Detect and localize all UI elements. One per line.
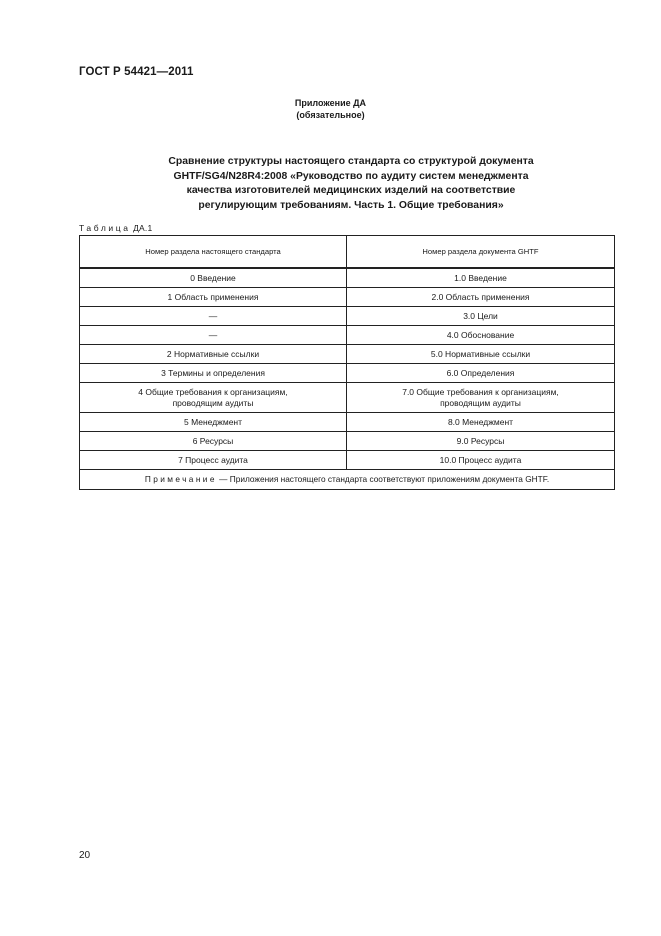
table-row [80, 383, 615, 413]
table-row [80, 345, 615, 364]
table-note-row [80, 470, 615, 490]
table-header-row [80, 236, 615, 269]
table-cell: 4.0 Обоснование [347, 326, 615, 345]
comparison-table [79, 235, 615, 490]
table-row [80, 307, 615, 326]
table-row [80, 288, 615, 307]
table-cell: 5.0 Нормативные ссылки [347, 345, 615, 364]
table-row [80, 326, 615, 345]
table-cell: 1 Область применения [80, 288, 347, 307]
table-cell: 5 Менеджмент [80, 413, 347, 432]
column-header: Номер раздела настоящего стандарта [80, 236, 347, 269]
table-row [80, 364, 615, 383]
table-label-word: Таблица [79, 223, 131, 233]
table-label-number: ДА.1 [133, 223, 153, 233]
table-row [80, 268, 615, 288]
table-cell: 2 Нормативные ссылки [80, 345, 347, 364]
table-cell: 7.0 Общие требования к организациям, проводящим аудиты [347, 383, 615, 413]
table-note [80, 470, 615, 490]
table-cell: 1.0 Введение [347, 268, 615, 288]
table-row [80, 451, 615, 470]
table-cell: 7 Процесс аудита [80, 451, 347, 470]
column-header: Номер раздела документа GHTF [347, 236, 615, 269]
table-cell: 8.0 Менеджмент [347, 413, 615, 432]
table-cell: 6.0 Определения [347, 364, 615, 383]
table-row [80, 432, 615, 451]
table-row [80, 413, 615, 432]
section-title [118, 155, 584, 213]
table-label [79, 223, 152, 233]
table-cell: 3 Термины и определения [80, 364, 347, 383]
table-cell: 6 Ресурсы [80, 432, 347, 451]
appendix-heading [0, 97, 661, 121]
appendix-title: Приложение ДА [294, 98, 367, 108]
appendix-subtitle: (обязательное) [296, 110, 365, 120]
title-line: GHTF/SG4/N28R4:2008 «Руководство по аудиту систем менеджмента [173, 170, 529, 182]
title-line: Сравнение структуры настоящего стандарта со структурой документа [168, 156, 534, 167]
table-cell: — [80, 307, 347, 326]
table-cell: 0 Введение [80, 268, 347, 288]
table-cell: 9.0 Ресурсы [347, 432, 615, 451]
title-line: регулирующим требованиям. Часть 1. Общие требования» [198, 199, 504, 211]
document-header: ГОСТ Р 54421—2011 [79, 66, 194, 78]
page-number: 20 [79, 850, 91, 861]
table-cell: — [80, 326, 347, 345]
note-label: Примечание [144, 474, 217, 484]
table-cell: 10.0 Процесс аудита [347, 451, 615, 470]
table-cell: 3.0 Цели [347, 307, 615, 326]
note-text: — Приложения настоящего стандарта соответствуют приложениям документа GHTF. [216, 474, 550, 484]
table-cell: 2.0 Область применения [347, 288, 615, 307]
title-line: качества изготовителей медицинских изделий на соответствие [186, 185, 516, 196]
table-cell: 4 Общие требования к организациям, проводящим аудиты [80, 383, 347, 413]
